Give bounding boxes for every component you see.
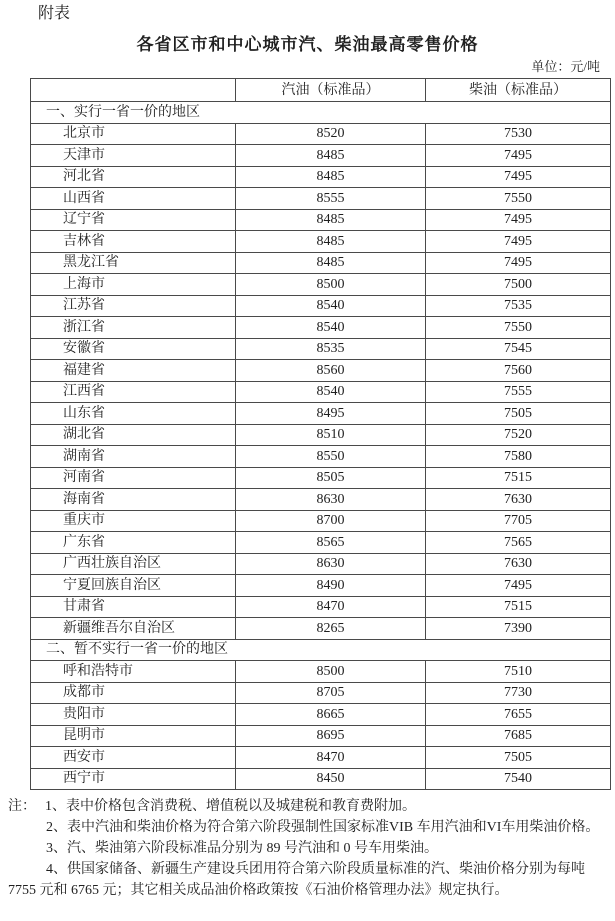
gasoline-price: 8485 xyxy=(236,145,426,167)
region-name: 呼和浩特市 xyxy=(31,661,236,683)
table-row xyxy=(31,123,611,145)
diesel-price: 7540 xyxy=(426,768,611,790)
gasoline-price: 8540 xyxy=(236,381,426,403)
gasoline-price: 8705 xyxy=(236,682,426,704)
diesel-price: 7495 xyxy=(426,145,611,167)
region-name: 黑龙江省 xyxy=(31,252,236,274)
region-name: 湖南省 xyxy=(31,446,236,468)
table-row xyxy=(31,403,611,425)
diesel-price: 7515 xyxy=(426,596,611,618)
diesel-price: 7545 xyxy=(426,338,611,360)
table-row xyxy=(31,252,611,274)
table-row xyxy=(31,360,611,382)
table-row xyxy=(31,532,611,554)
gasoline-price: 8500 xyxy=(236,661,426,683)
diesel-price: 7580 xyxy=(426,446,611,468)
gasoline-price: 8540 xyxy=(236,295,426,317)
table-row xyxy=(31,596,611,618)
table-row xyxy=(31,704,611,726)
gasoline-price: 8695 xyxy=(236,725,426,747)
table-row xyxy=(31,661,611,683)
diesel-price: 7555 xyxy=(426,381,611,403)
gasoline-price: 8265 xyxy=(236,618,426,640)
table-row xyxy=(31,209,611,231)
diesel-price: 7390 xyxy=(426,618,611,640)
region-name: 西安市 xyxy=(31,747,236,769)
price-table-body xyxy=(31,102,611,790)
region-name: 广西壮族自治区 xyxy=(31,553,236,575)
note-item-1 xyxy=(8,796,603,817)
gasoline-price: 8550 xyxy=(236,446,426,468)
region-name: 山东省 xyxy=(31,403,236,425)
region-name: 江西省 xyxy=(31,381,236,403)
region-name: 天津市 xyxy=(31,145,236,167)
gasoline-price: 8470 xyxy=(236,747,426,769)
gasoline-price: 8485 xyxy=(236,231,426,253)
diesel-price: 7535 xyxy=(426,295,611,317)
table-row xyxy=(31,317,611,339)
table-row xyxy=(31,467,611,489)
table-row xyxy=(31,618,611,640)
region-name: 成都市 xyxy=(31,682,236,704)
diesel-price: 7500 xyxy=(426,274,611,296)
gasoline-price: 8470 xyxy=(236,596,426,618)
table-row xyxy=(31,747,611,769)
note-text-1: 1、表中价格包含消费税、增值税以及城建税和教育费附加。 xyxy=(45,799,416,814)
document-page xyxy=(0,5,615,901)
diesel-price: 7705 xyxy=(426,510,611,532)
table-row xyxy=(31,145,611,167)
table-row xyxy=(31,274,611,296)
table-row xyxy=(31,188,611,210)
gasoline-price: 8495 xyxy=(236,403,426,425)
region-name: 湖北省 xyxy=(31,424,236,446)
region-name: 安徽省 xyxy=(31,338,236,360)
table-row xyxy=(31,510,611,532)
region-name: 上海市 xyxy=(31,274,236,296)
section-heading: 二、暂不实行一省一价的地区 xyxy=(31,639,611,661)
gasoline-price: 8700 xyxy=(236,510,426,532)
gasoline-column-header: 汽油（标准品） xyxy=(236,79,426,102)
note-item-4: 4、供国家储备、新疆生产建设兵团用符合第六阶段质量标准的汽、柴油价格分别为每吨 7755 元和 6765 元；其它相关成品油价格政策按《石油价格管理办法》规定执行。 xyxy=(8,862,585,898)
region-name: 吉林省 xyxy=(31,231,236,253)
diesel-price: 7495 xyxy=(426,231,611,253)
region-name: 辽宁省 xyxy=(31,209,236,231)
region-name: 福建省 xyxy=(31,360,236,382)
diesel-price: 7495 xyxy=(426,209,611,231)
diesel-price: 7685 xyxy=(426,725,611,747)
page-title: 各省区市和中心城市汽、柴油最高零售价格 xyxy=(136,35,479,54)
region-name: 浙江省 xyxy=(31,317,236,339)
diesel-price: 7505 xyxy=(426,747,611,769)
gasoline-price: 8490 xyxy=(236,575,426,597)
table-row xyxy=(31,575,611,597)
diesel-price: 7510 xyxy=(426,661,611,683)
region-name: 昆明市 xyxy=(31,725,236,747)
gasoline-price: 8565 xyxy=(236,532,426,554)
table-row xyxy=(31,489,611,511)
gasoline-price: 8510 xyxy=(236,424,426,446)
diesel-price: 7550 xyxy=(426,188,611,210)
region-column-header xyxy=(31,79,236,102)
diesel-price: 7565 xyxy=(426,532,611,554)
diesel-price: 7520 xyxy=(426,424,611,446)
gasoline-price: 8500 xyxy=(236,274,426,296)
table-row xyxy=(31,768,611,790)
region-name: 广东省 xyxy=(31,532,236,554)
gasoline-price: 8555 xyxy=(236,188,426,210)
gasoline-price: 8485 xyxy=(236,209,426,231)
region-name: 新疆维吾尔自治区 xyxy=(31,618,236,640)
gasoline-price: 8535 xyxy=(236,338,426,360)
section-heading: 一、实行一省一价的地区 xyxy=(31,102,611,124)
region-name: 山西省 xyxy=(31,188,236,210)
note-item-2: 2、表中汽油和柴油价格为符合第六阶段强制性国家标准VIB 车用汽油和VI车用柴油价格。 xyxy=(46,820,600,835)
diesel-price: 7505 xyxy=(426,403,611,425)
annex-label: 附表 xyxy=(38,5,71,22)
gasoline-price: 8450 xyxy=(236,768,426,790)
region-name: 河南省 xyxy=(31,467,236,489)
diesel-price: 7495 xyxy=(426,575,611,597)
gasoline-price: 8520 xyxy=(236,123,426,145)
region-name: 甘肃省 xyxy=(31,596,236,618)
region-name: 宁夏回族自治区 xyxy=(31,575,236,597)
region-name: 重庆市 xyxy=(31,510,236,532)
notes-label: 注： xyxy=(8,799,36,814)
gasoline-price: 8485 xyxy=(236,252,426,274)
diesel-price: 7630 xyxy=(426,489,611,511)
table-row xyxy=(31,338,611,360)
diesel-price: 7730 xyxy=(426,682,611,704)
region-name: 北京市 xyxy=(31,123,236,145)
region-name: 河北省 xyxy=(31,166,236,188)
table-row xyxy=(31,424,611,446)
notes-block xyxy=(8,796,603,901)
price-table xyxy=(30,78,611,790)
gasoline-price: 8485 xyxy=(236,166,426,188)
gasoline-price: 8665 xyxy=(236,704,426,726)
gasoline-price: 8630 xyxy=(236,553,426,575)
header-row xyxy=(31,79,611,102)
region-name: 西宁市 xyxy=(31,768,236,790)
diesel-price: 7560 xyxy=(426,360,611,382)
diesel-column-header: 柴油（标准品） xyxy=(426,79,611,102)
region-name: 江苏省 xyxy=(31,295,236,317)
table-row xyxy=(31,682,611,704)
table-row xyxy=(31,446,611,468)
unit-label: 单位：元/吨 xyxy=(531,59,600,74)
table-row xyxy=(31,295,611,317)
gasoline-price: 8560 xyxy=(236,360,426,382)
section-heading-row xyxy=(31,102,611,124)
gasoline-price: 8505 xyxy=(236,467,426,489)
diesel-price: 7550 xyxy=(426,317,611,339)
table-row xyxy=(31,725,611,747)
section-heading-row xyxy=(31,639,611,661)
table-row xyxy=(31,231,611,253)
table-row xyxy=(31,381,611,403)
table-row xyxy=(31,553,611,575)
region-name: 贵阳市 xyxy=(31,704,236,726)
gasoline-price: 8540 xyxy=(236,317,426,339)
table-row xyxy=(31,166,611,188)
region-name: 海南省 xyxy=(31,489,236,511)
diesel-price: 7495 xyxy=(426,252,611,274)
diesel-price: 7630 xyxy=(426,553,611,575)
diesel-price: 7515 xyxy=(426,467,611,489)
diesel-price: 7530 xyxy=(426,123,611,145)
diesel-price: 7495 xyxy=(426,166,611,188)
diesel-price: 7655 xyxy=(426,704,611,726)
note-item-3: 3、汽、柴油第六阶段标准品分别为 89 号汽油和 0 号车用柴油。 xyxy=(46,841,438,856)
gasoline-price: 8630 xyxy=(236,489,426,511)
